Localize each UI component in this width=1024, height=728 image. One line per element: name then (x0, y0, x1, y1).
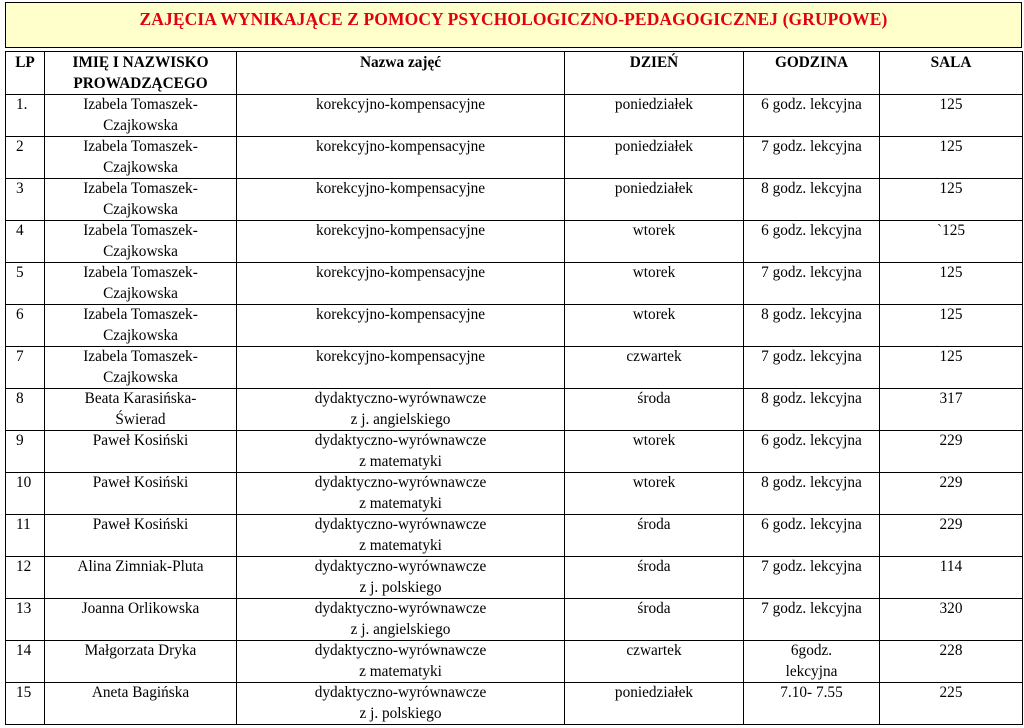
title-bar (5, 2, 1022, 48)
cell-day: wtorek (565, 221, 744, 263)
header-teacher-line2: PROWADZĄCEGO (73, 74, 208, 92)
class-line1: korekcyjno-kompensacyjne (315, 180, 486, 197)
table-row (6, 347, 1023, 389)
cell-class-name (237, 221, 565, 263)
class-line1: dydaktyczno-wyrównawcze (314, 642, 487, 659)
cell-lp: 5 (6, 263, 45, 305)
cell-hour (744, 179, 880, 221)
teacher-line1: Paweł Kosiński (92, 516, 189, 533)
teacher-line1: Izabela Tomaszek- (83, 96, 198, 113)
cell-lp: 12 (6, 557, 45, 599)
hour-line1: 7.10- 7.55 (780, 684, 843, 701)
class-line1: dydaktyczno-wyrównawcze (314, 474, 487, 491)
cell-hour (744, 515, 880, 557)
cell-class-name (237, 599, 565, 641)
teacher-line2: Świerad (115, 410, 166, 428)
class-line1: dydaktyczno-wyrównawcze (314, 516, 487, 533)
hour-line1: 7 godz. lekcyjna (761, 558, 862, 575)
header-hour: GODZINA (744, 52, 880, 95)
class-line2: z j. angielskiego (350, 620, 451, 638)
cell-room: 125 (880, 263, 1023, 305)
hour-line1: 7 godz. lekcyjna (761, 138, 862, 155)
cell-class-name (237, 263, 565, 305)
teacher-line2: Czajkowska (103, 326, 178, 344)
table-row (6, 137, 1023, 179)
cell-class-name (237, 305, 565, 347)
schedule-table (5, 51, 1023, 725)
teacher-line1: Alina Zimniak-Pluta (77, 558, 204, 575)
cell-lp: 2 (6, 137, 45, 179)
cell-lp: 1. (6, 95, 45, 137)
cell-hour (744, 347, 880, 389)
cell-teacher (45, 347, 237, 389)
cell-class-name (237, 473, 565, 515)
class-line2: z j. polskiego (359, 704, 442, 722)
cell-class-name (237, 641, 565, 683)
cell-teacher (45, 683, 237, 725)
teacher-line1: Małgorzata Dryka (84, 642, 197, 659)
cell-day: poniedziałek (565, 683, 744, 725)
teacher-line2: Czajkowska (103, 200, 178, 218)
teacher-line1: Beata Karasińska- (84, 390, 197, 407)
table-row (6, 515, 1023, 557)
cell-room: 320 (880, 599, 1023, 641)
class-line1: korekcyjno-kompensacyjne (315, 138, 486, 155)
cell-day: wtorek (565, 305, 744, 347)
class-line1: korekcyjno-kompensacyjne (315, 96, 486, 113)
cell-day: czwartek (565, 347, 744, 389)
teacher-line2: Czajkowska (103, 116, 178, 134)
table-header-row (6, 52, 1023, 95)
cell-teacher (45, 95, 237, 137)
cell-teacher (45, 473, 237, 515)
cell-hour (744, 389, 880, 431)
cell-hour (744, 221, 880, 263)
cell-hour (744, 683, 880, 725)
cell-class-name (237, 431, 565, 473)
cell-teacher (45, 179, 237, 221)
class-line1: korekcyjno-kompensacyjne (315, 264, 486, 281)
hour-line1: 8 godz. lekcyjna (761, 180, 862, 197)
table-row (6, 95, 1023, 137)
cell-lp: 6 (6, 305, 45, 347)
cell-teacher (45, 389, 237, 431)
cell-room: 228 (880, 641, 1023, 683)
cell-hour (744, 473, 880, 515)
cell-day: poniedziałek (565, 137, 744, 179)
cell-class-name (237, 95, 565, 137)
teacher-line1: Izabela Tomaszek- (83, 180, 198, 197)
header-teacher (45, 52, 237, 95)
cell-class-name (237, 683, 565, 725)
schedule-sheet (5, 2, 1022, 725)
class-line2: z matematyki (359, 494, 442, 512)
cell-teacher (45, 431, 237, 473)
header-room: SALA (880, 52, 1023, 95)
cell-room: 225 (880, 683, 1023, 725)
cell-teacher (45, 137, 237, 179)
cell-class-name (237, 137, 565, 179)
table-row (6, 683, 1023, 725)
cell-day: środa (565, 599, 744, 641)
teacher-line2: Czajkowska (103, 242, 178, 260)
hour-line1: 6godz. (790, 642, 833, 659)
class-line2: z matematyki (359, 536, 442, 554)
table-row (6, 263, 1023, 305)
table-row (6, 179, 1023, 221)
table-row (6, 557, 1023, 599)
teacher-line1: Aneta Bagińska (91, 684, 190, 701)
hour-line1: 6 godz. lekcyjna (761, 96, 862, 113)
cell-class-name (237, 389, 565, 431)
hour-line1: 8 godz. lekcyjna (761, 306, 862, 323)
cell-teacher (45, 305, 237, 347)
cell-class-name (237, 179, 565, 221)
class-line2: z j. angielskiego (350, 410, 451, 428)
cell-room: 229 (880, 473, 1023, 515)
teacher-line2: Czajkowska (103, 158, 178, 176)
cell-hour (744, 599, 880, 641)
header-class-name: Nazwa zajęć (237, 52, 565, 95)
teacher-line1: Joanna Orlikowska (81, 600, 200, 617)
cell-day: wtorek (565, 263, 744, 305)
cell-teacher (45, 641, 237, 683)
cell-teacher (45, 599, 237, 641)
cell-class-name (237, 557, 565, 599)
cell-day: środa (565, 515, 744, 557)
cell-lp: 14 (6, 641, 45, 683)
cell-hour (744, 137, 880, 179)
cell-hour (744, 431, 880, 473)
cell-room: `125 (880, 221, 1023, 263)
header-day: DZIEŃ (565, 52, 744, 95)
table-row (6, 221, 1023, 263)
hour-line2: lekcyjna (785, 662, 838, 680)
class-line1: dydaktyczno-wyrównawcze (314, 600, 487, 617)
cell-day: wtorek (565, 473, 744, 515)
class-line2: z matematyki (359, 452, 442, 470)
hour-line1: 6 godz. lekcyjna (761, 432, 862, 449)
hour-line1: 8 godz. lekcyjna (761, 390, 862, 407)
cell-hour (744, 95, 880, 137)
header-lp: LP (6, 52, 45, 95)
table-row (6, 473, 1023, 515)
table-row (6, 599, 1023, 641)
cell-room: 125 (880, 137, 1023, 179)
teacher-line1: Paweł Kosiński (92, 474, 189, 491)
table-row (6, 305, 1023, 347)
cell-lp: 10 (6, 473, 45, 515)
cell-hour (744, 263, 880, 305)
cell-lp: 15 (6, 683, 45, 725)
cell-teacher (45, 557, 237, 599)
teacher-line1: Izabela Tomaszek- (83, 348, 198, 365)
class-line2: z j. polskiego (359, 578, 442, 596)
teacher-line2: Czajkowska (103, 368, 178, 386)
cell-day: wtorek (565, 431, 744, 473)
class-line1: korekcyjno-kompensacyjne (315, 222, 486, 239)
cell-class-name (237, 515, 565, 557)
cell-lp: 13 (6, 599, 45, 641)
cell-hour (744, 557, 880, 599)
cell-lp: 4 (6, 221, 45, 263)
cell-teacher (45, 221, 237, 263)
teacher-line1: Izabela Tomaszek- (83, 138, 198, 155)
cell-day: czwartek (565, 641, 744, 683)
hour-line1: 8 godz. lekcyjna (761, 474, 862, 491)
cell-day: środa (565, 389, 744, 431)
cell-hour (744, 641, 880, 683)
cell-lp: 7 (6, 347, 45, 389)
teacher-line1: Paweł Kosiński (92, 432, 189, 449)
class-line2: z matematyki (359, 662, 442, 680)
cell-lp: 9 (6, 431, 45, 473)
teacher-line1: Izabela Tomaszek- (83, 306, 198, 323)
cell-room: 114 (880, 557, 1023, 599)
cell-lp: 8 (6, 389, 45, 431)
class-line1: korekcyjno-kompensacyjne (315, 348, 486, 365)
cell-room: 317 (880, 389, 1023, 431)
hour-line1: 7 godz. lekcyjna (761, 600, 862, 617)
cell-hour (744, 305, 880, 347)
cell-room: 229 (880, 515, 1023, 557)
hour-line1: 7 godz. lekcyjna (761, 264, 862, 281)
cell-lp: 3 (6, 179, 45, 221)
hour-line1: 6 godz. lekcyjna (761, 516, 862, 533)
page-title: ZAJĘCIA WYNIKAJĄCE Z POMOCY PSYCHOLOGICZNO-PEDAGOGICZNEJ (GRUPOWE) (139, 9, 888, 29)
teacher-line1: Izabela Tomaszek- (83, 264, 198, 281)
cell-teacher (45, 263, 237, 305)
class-line1: dydaktyczno-wyrównawcze (314, 390, 487, 407)
cell-room: 125 (880, 95, 1023, 137)
cell-day: środa (565, 557, 744, 599)
class-line1: korekcyjno-kompensacyjne (315, 306, 486, 323)
table-row (6, 641, 1023, 683)
class-line1: dydaktyczno-wyrównawcze (314, 684, 487, 701)
cell-class-name (237, 347, 565, 389)
class-line1: dydaktyczno-wyrównawcze (314, 558, 487, 575)
cell-day: poniedziałek (565, 95, 744, 137)
cell-room: 229 (880, 431, 1023, 473)
teacher-line2: Czajkowska (103, 284, 178, 302)
teacher-line1: Izabela Tomaszek- (83, 222, 198, 239)
cell-teacher (45, 515, 237, 557)
cell-room: 125 (880, 347, 1023, 389)
table-row (6, 389, 1023, 431)
cell-day: poniedziałek (565, 179, 744, 221)
cell-lp: 11 (6, 515, 45, 557)
table-row (6, 431, 1023, 473)
hour-line1: 7 godz. lekcyjna (761, 348, 862, 365)
header-teacher-line1: IMIĘ I NAZWISKO (72, 54, 209, 71)
cell-room: 125 (880, 179, 1023, 221)
cell-room: 125 (880, 305, 1023, 347)
hour-line1: 6 godz. lekcyjna (761, 222, 862, 239)
class-line1: dydaktyczno-wyrównawcze (314, 432, 487, 449)
